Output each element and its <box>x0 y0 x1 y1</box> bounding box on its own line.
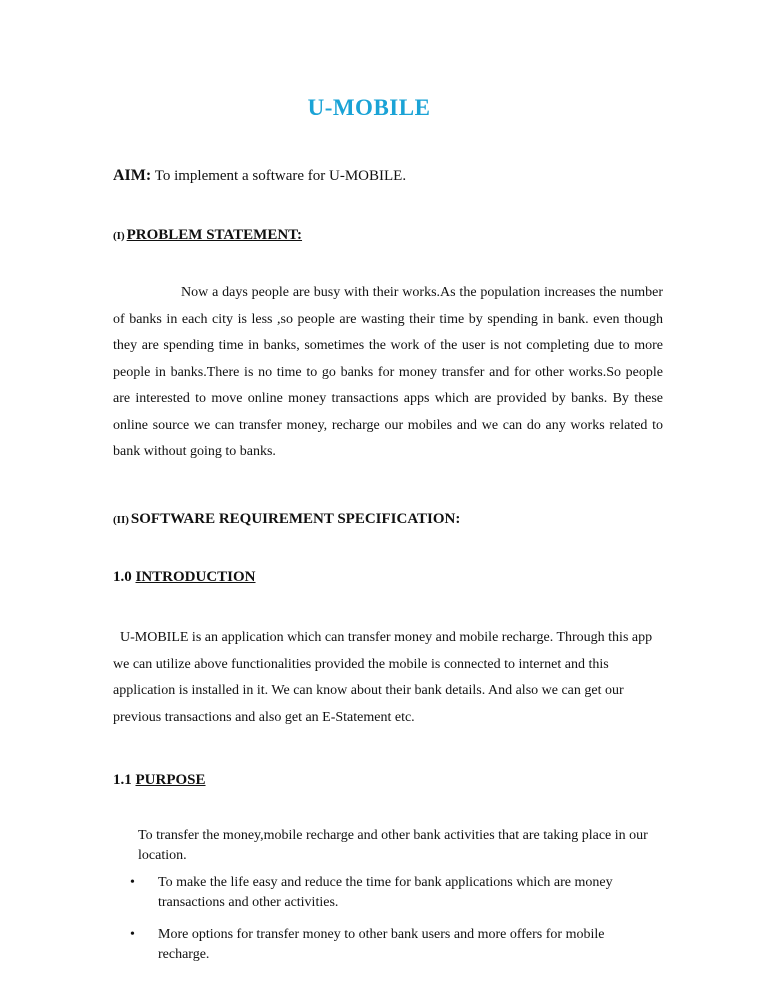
purpose-bullet-list <box>113 873 653 977</box>
bullet-icon: • <box>130 927 135 942</box>
purpose-title: PURPOSE <box>135 772 206 788</box>
bullet-icon: • <box>130 875 135 890</box>
purpose-body: To transfer the money,mobile recharge and other bank activities that are taking place in our location. <box>138 828 648 863</box>
srs-title: SOFTWARE REQUIREMENT SPECIFICATION: <box>130 511 461 527</box>
intro-heading <box>113 569 256 586</box>
purpose-number: 1.1 <box>113 772 132 788</box>
purpose-paragraph <box>138 826 663 866</box>
list-item <box>113 873 653 913</box>
aim-line <box>113 167 406 185</box>
intro-number: 1.0 <box>113 569 132 585</box>
intro-title: INTRODUCTION <box>135 569 256 585</box>
intro-paragraph <box>113 625 660 731</box>
problem-number: (I) <box>113 230 125 242</box>
srs-number: (II) <box>113 514 129 526</box>
intro-body: U-MOBILE is an application which can transfer money and mobile recharge. Through this app we can utilize above functionalities provided the mobile is connected to internet and this application is installed in it. We can know about their bank details. And also we can get our previous transactions and also get an E-Statement etc. <box>113 630 653 725</box>
problem-title: PROBLEM STATEMENT: <box>126 227 303 243</box>
list-item <box>113 925 653 965</box>
bullet-text: To make the life easy and reduce the time for bank applications which are money transactions and other activities. <box>158 875 613 910</box>
problem-heading <box>113 227 302 244</box>
document-title: U-MOBILE <box>307 95 431 120</box>
problem-body: Now a days people are busy with their works.As the population increases the number of banks in each city is less ,so people are wasting their time by spending in bank. even though they are spending time in banks, sometimes the work of the user is not completing due to more people in banks.There is no time to go banks for money transfer and for other works.So people are interested to move online money transactions apps which are provided by banks. By these online source we can transfer money, recharge our mobiles and we can do any works related to bank without going to banks. <box>113 285 663 459</box>
aim-label: AIM: <box>113 167 152 184</box>
problem-paragraph <box>113 280 663 466</box>
purpose-heading <box>113 772 206 789</box>
srs-heading <box>113 511 460 528</box>
aim-text: To implement a software for U-MOBILE. <box>154 168 407 184</box>
bullet-text: More options for transfer money to other bank users and more offers for mobile recharge. <box>158 927 605 962</box>
